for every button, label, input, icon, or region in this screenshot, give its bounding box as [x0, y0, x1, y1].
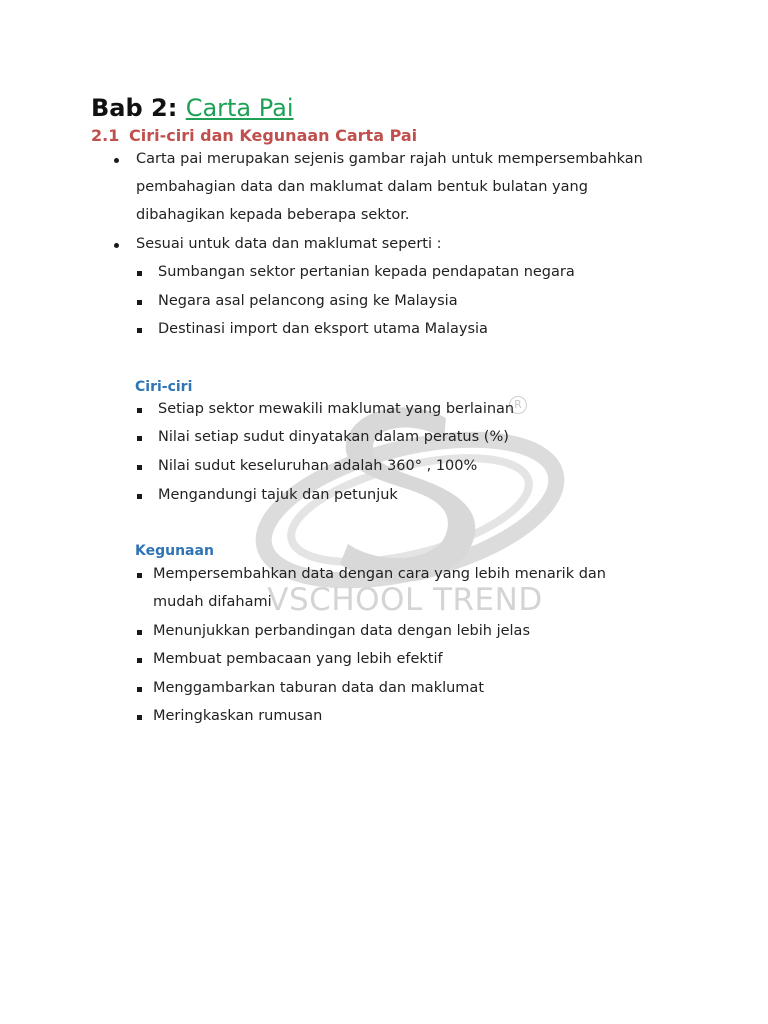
ciri-ciri-label: Ciri-ciri: [135, 379, 193, 395]
kegunaan-item-1-line-2: mudah difahami: [153, 594, 272, 610]
section-title: Ciri-ciri dan Kegunaan Carta Pai: [129, 126, 418, 145]
bullet-square: [137, 687, 142, 692]
bullet-square: [137, 658, 142, 663]
kegunaan-item-4: Menggambarkan taburan data dan maklumat: [153, 680, 485, 696]
sub-item-3: Destinasi import dan eksport utama Malaysia: [158, 321, 488, 337]
page-title: [91, 94, 294, 122]
bullet-square: [137, 630, 142, 635]
ciri-item-2: Nilai setiap sudut dinyatakan dalam peratus (%): [158, 429, 509, 445]
ciri-item-1: Setiap sektor mewakili maklumat yang berlainan: [158, 401, 515, 417]
kegunaan-item-3: Membuat pembacaan yang lebih efektif: [153, 651, 443, 667]
intro-bullet-1-line-2: pembahagian data dan maklumat dalam bentuk bulatan yang: [136, 179, 588, 195]
registered-mark-watermark: R: [509, 396, 527, 414]
kegunaan-label: Kegunaan: [135, 543, 214, 559]
intro-bullet-2-line-1: Sesuai untuk data dan maklumat seperti :: [136, 236, 442, 252]
sub-item-1: Sumbangan sektor pertanian kepada pendapatan negara: [158, 264, 575, 280]
watermark-text: VSCHOOL TREND: [267, 582, 543, 618]
bullet-square: [137, 436, 142, 441]
bullet-square: [137, 715, 142, 720]
bullet-square: [137, 408, 142, 413]
sub-item-2: Negara asal pelancong asing ke Malaysia: [158, 293, 458, 309]
intro-bullet-1-line-3: dibahagikan kepada beberapa sektor.: [136, 207, 410, 223]
section-heading: [91, 126, 417, 145]
bullet-square: [137, 494, 142, 499]
title-link[interactable]: Carta Pai: [185, 94, 294, 122]
kegunaan-item-5: Meringkaskan rumusan: [153, 708, 323, 724]
bullet-dot: [114, 158, 119, 163]
bullet-dot: [114, 243, 119, 248]
ciri-item-3: Nilai sudut keseluruhan adalah 360° , 100%: [158, 458, 478, 474]
bullet-square: [137, 300, 142, 305]
bullet-square: [137, 328, 142, 333]
ciri-item-4: Mengandungi tajuk dan petunjuk: [158, 487, 398, 503]
section-number: 2.1: [91, 126, 120, 145]
intro-bullet-1-line-1: Carta pai merupakan sejenis gambar rajah untuk mempersembahkan: [136, 151, 643, 167]
bullet-square: [137, 573, 142, 578]
kegunaan-item-2: Menunjukkan perbandingan data dengan lebih jelas: [153, 623, 530, 639]
kegunaan-item-1-line-1: Mempersembahkan data dengan cara yang lebih menarik dan: [153, 566, 606, 582]
title-prefix: Bab 2:: [91, 94, 186, 122]
bullet-square: [137, 271, 142, 276]
bullet-square: [137, 465, 142, 470]
